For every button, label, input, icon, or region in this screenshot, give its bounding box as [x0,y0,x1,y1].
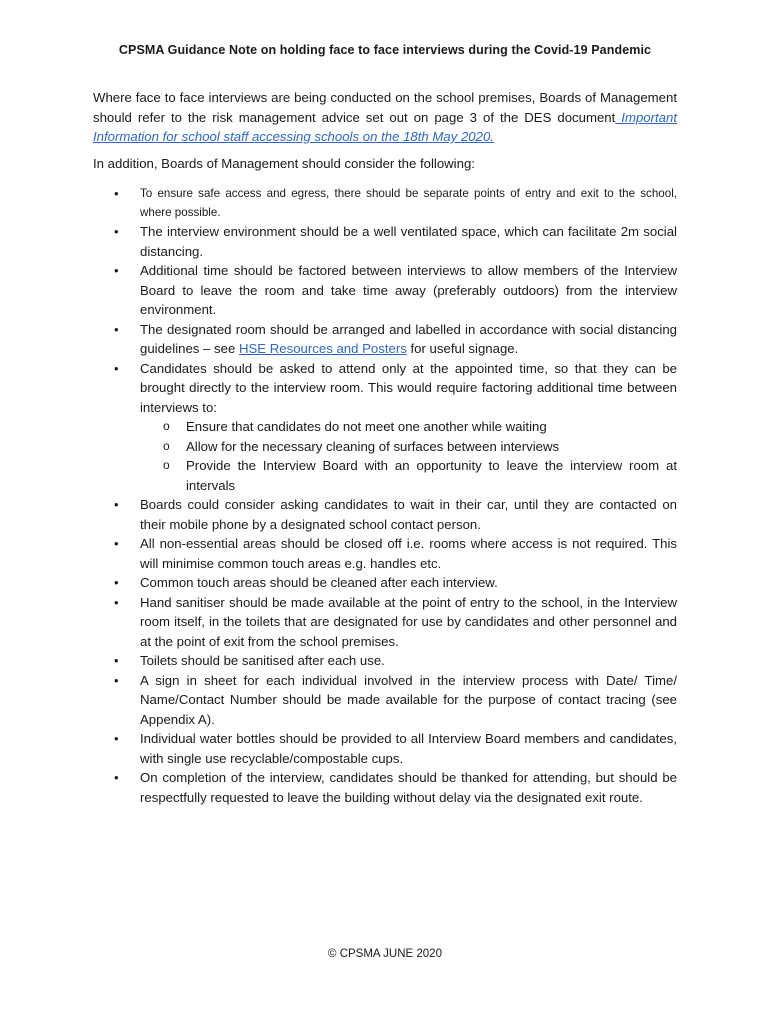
consider-paragraph: In addition, Boards of Management should consider the following: [93,156,475,171]
list-item: • Boards could consider asking candidates to wait in their car, until they are contacted on their mobile phone by a designated school contact person. [114,497,677,532]
hse-resources-link[interactable]: HSE Resources and Posters [238,341,407,356]
intro-paragraph [93,88,677,147]
list-item: • Common touch areas should be cleaned after each interview. [93,573,677,593]
list-item: • A sign in sheet for each individual involved in the interview process with Date/ Time/ Name/Contact Number should be made available for the purpose of contact tracing (see Appendix A). [114,672,677,727]
sub-list-item: o Ensure that candidates do not meet one another while waiting [140,417,677,437]
list-item: • Hand sanitiser should be made available at the point of entry to the school, in the Interview room itself, in the toilets that are designated for use by candidates and other personnel and at the point of exit from the school premises. [114,594,677,649]
bullet-icon: • [114,653,119,668]
des-document-link[interactable]: Important Information for school staff accessing schools on the 18th May 2020. [93,109,678,144]
list-item: • Candidates should be asked to attend only at the appointed time, so that they can be brought directly to the interview room. This would require factoring additional time between interviews to: o Ensure that candidates do not meet one another while waiting o Allow for the necessary cleaning of surfaces between interviews o Provide the Interview Board with an opportunity to leave the interview room at intervals [93,359,677,496]
list-item: • To ensure safe access and egress, there should be separate points of entry and exit to the school, where possible. [114,186,677,219]
bullet-icon: • [114,224,119,239]
list-item: • On completion of the interview, candidates should be thanked for attending, but should be respectfully requested to leave the building without delay via the designated exit route. [114,770,677,805]
bullet-icon: • [114,497,119,512]
list-item: • The interview environment should be a well ventilated space, which can facilitate 2m social distancing. [114,224,677,259]
bullet-icon: • [114,536,119,551]
sub-list-item: o Provide the Interview Board with an opportunity to leave the interview room at intervals [163,458,677,493]
intro-text: Where face to face interviews are being conducted on the school premises, Boards of Management should refer to the risk management advice set out on page 3 of the DES document [93,90,677,125]
bullet-icon: • [114,321,119,337]
sub-list-item: o Allow for the necessary cleaning of surfaces between interviews [140,437,677,457]
list-item: • Additional time should be factored between interviews to allow members of the Interview Board to leave the room and take time away (preferably outdoors) from the interview environment. [114,263,677,317]
list-item: • All non-essential areas should be closed off i.e. rooms where access is not required. This will minimise common touch areas e.g. handles etc. [114,536,677,571]
bullet-icon: • [114,594,119,610]
bullet-icon: • [114,672,119,688]
list-item: • Individual water bottles should be provided to all Interview Board members and candidates, with single use recyclable/compostable cups. [114,731,677,766]
bullet-icon: • [114,575,119,590]
page-title: CPSMA Guidance Note on holding face to face interviews during the Covid-19 Pandemic [118,43,652,57]
guidance-list [93,184,677,807]
circle-bullet-icon: o [163,458,170,472]
sub-list [140,417,677,495]
circle-bullet-icon: o [163,419,170,433]
bullet-icon: • [114,770,119,785]
bullet-icon: • [114,360,119,376]
circle-bullet-icon: o [163,438,170,453]
list-item: • The designated room should be arranged and labelled in accordance with social distancing guidelines – see HSE Resources and Posters for useful signage. [114,321,677,356]
page-footer: © CPSMA JUNE 2020 [328,948,442,960]
bullet-icon: • [114,731,119,746]
bullet-icon: • [114,186,119,201]
list-item: • Toilets should be sanitised after each use. [93,651,677,671]
bullet-icon: • [114,263,119,278]
